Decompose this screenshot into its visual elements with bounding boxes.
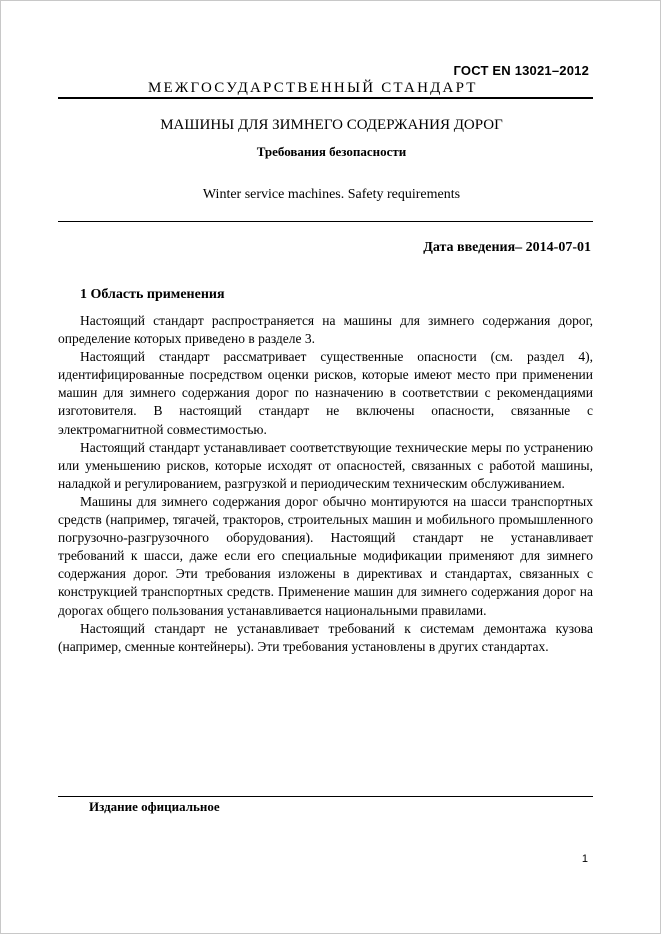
header-rule bbox=[58, 97, 593, 99]
document-subtitle: Требования безопасности bbox=[256, 144, 407, 159]
gost-number: ГОСТ EN 13021–2012 bbox=[453, 63, 589, 78]
paragraph: Настоящий стандарт распространяется на машины для зимнего содержания дорог, определение которых приведено в разделе 3. bbox=[58, 313, 593, 347]
introduction-date: Дата введения– 2014-07-01 bbox=[423, 240, 591, 255]
section-body bbox=[58, 312, 593, 656]
title-rule bbox=[58, 221, 593, 222]
paragraph: Настоящий стандарт устанавливает соответствующие технические меры по устранению или уменьшению рисков, которые исходят от опасностей, связанных с работой машины, наладкой и регулированием, разгрузкой и периодическим техническим обслуживанием. bbox=[58, 439, 593, 491]
english-title: Winter service machines. Safety requirements bbox=[202, 187, 461, 202]
section-heading: 1 Область применения bbox=[80, 287, 225, 302]
paragraph: Машины для зимнего содержания дорог обычно монтируются на шасси транспортных средств (например, тягачей, тракторов, строительных машин и мобильного промышленного погрузочно-разгрузочного оборудования). Настоящий стандарт не устанавливает требований к шасси, даже если его специальные модификации применяют для зимнего содержания дорог. Эти требования изложены в директивах и стандартах, связанных с конструкцией транспортных средств. Применение машин для зимнего содержания дорог на дорогах общего пользования устанавливается национальными правилами. bbox=[58, 493, 593, 618]
official-edition-label: Издание официальное bbox=[89, 799, 220, 814]
footer-rule bbox=[58, 796, 593, 797]
paragraph: Настоящий стандарт рассматривает существенные опасности (см. раздел 4), идентифицированные посредством оценки рисков, которые имеют место при применении машин для зимнего содержания дорог по назначению в соответствии с рекомендациями изготовителя. В настоящий стандарт не включены опасности, связанные с электромагнитной совместимостью. bbox=[58, 349, 593, 437]
document-title: МАШИНЫ ДЛЯ ЗИМНЕГО СОДЕРЖАНИЯ ДОРОГ bbox=[160, 117, 503, 133]
page-number: 1 bbox=[581, 853, 588, 865]
paragraph: Настоящий стандарт не устанавливает требований к системам демонтажа кузова (например, сменные контейнеры). Эти требования установлены в других стандартах. bbox=[58, 620, 593, 654]
interstate-standard-label: МЕЖГОСУДАРСТВЕННЫЙ СТАНДАРТ bbox=[148, 80, 478, 96]
